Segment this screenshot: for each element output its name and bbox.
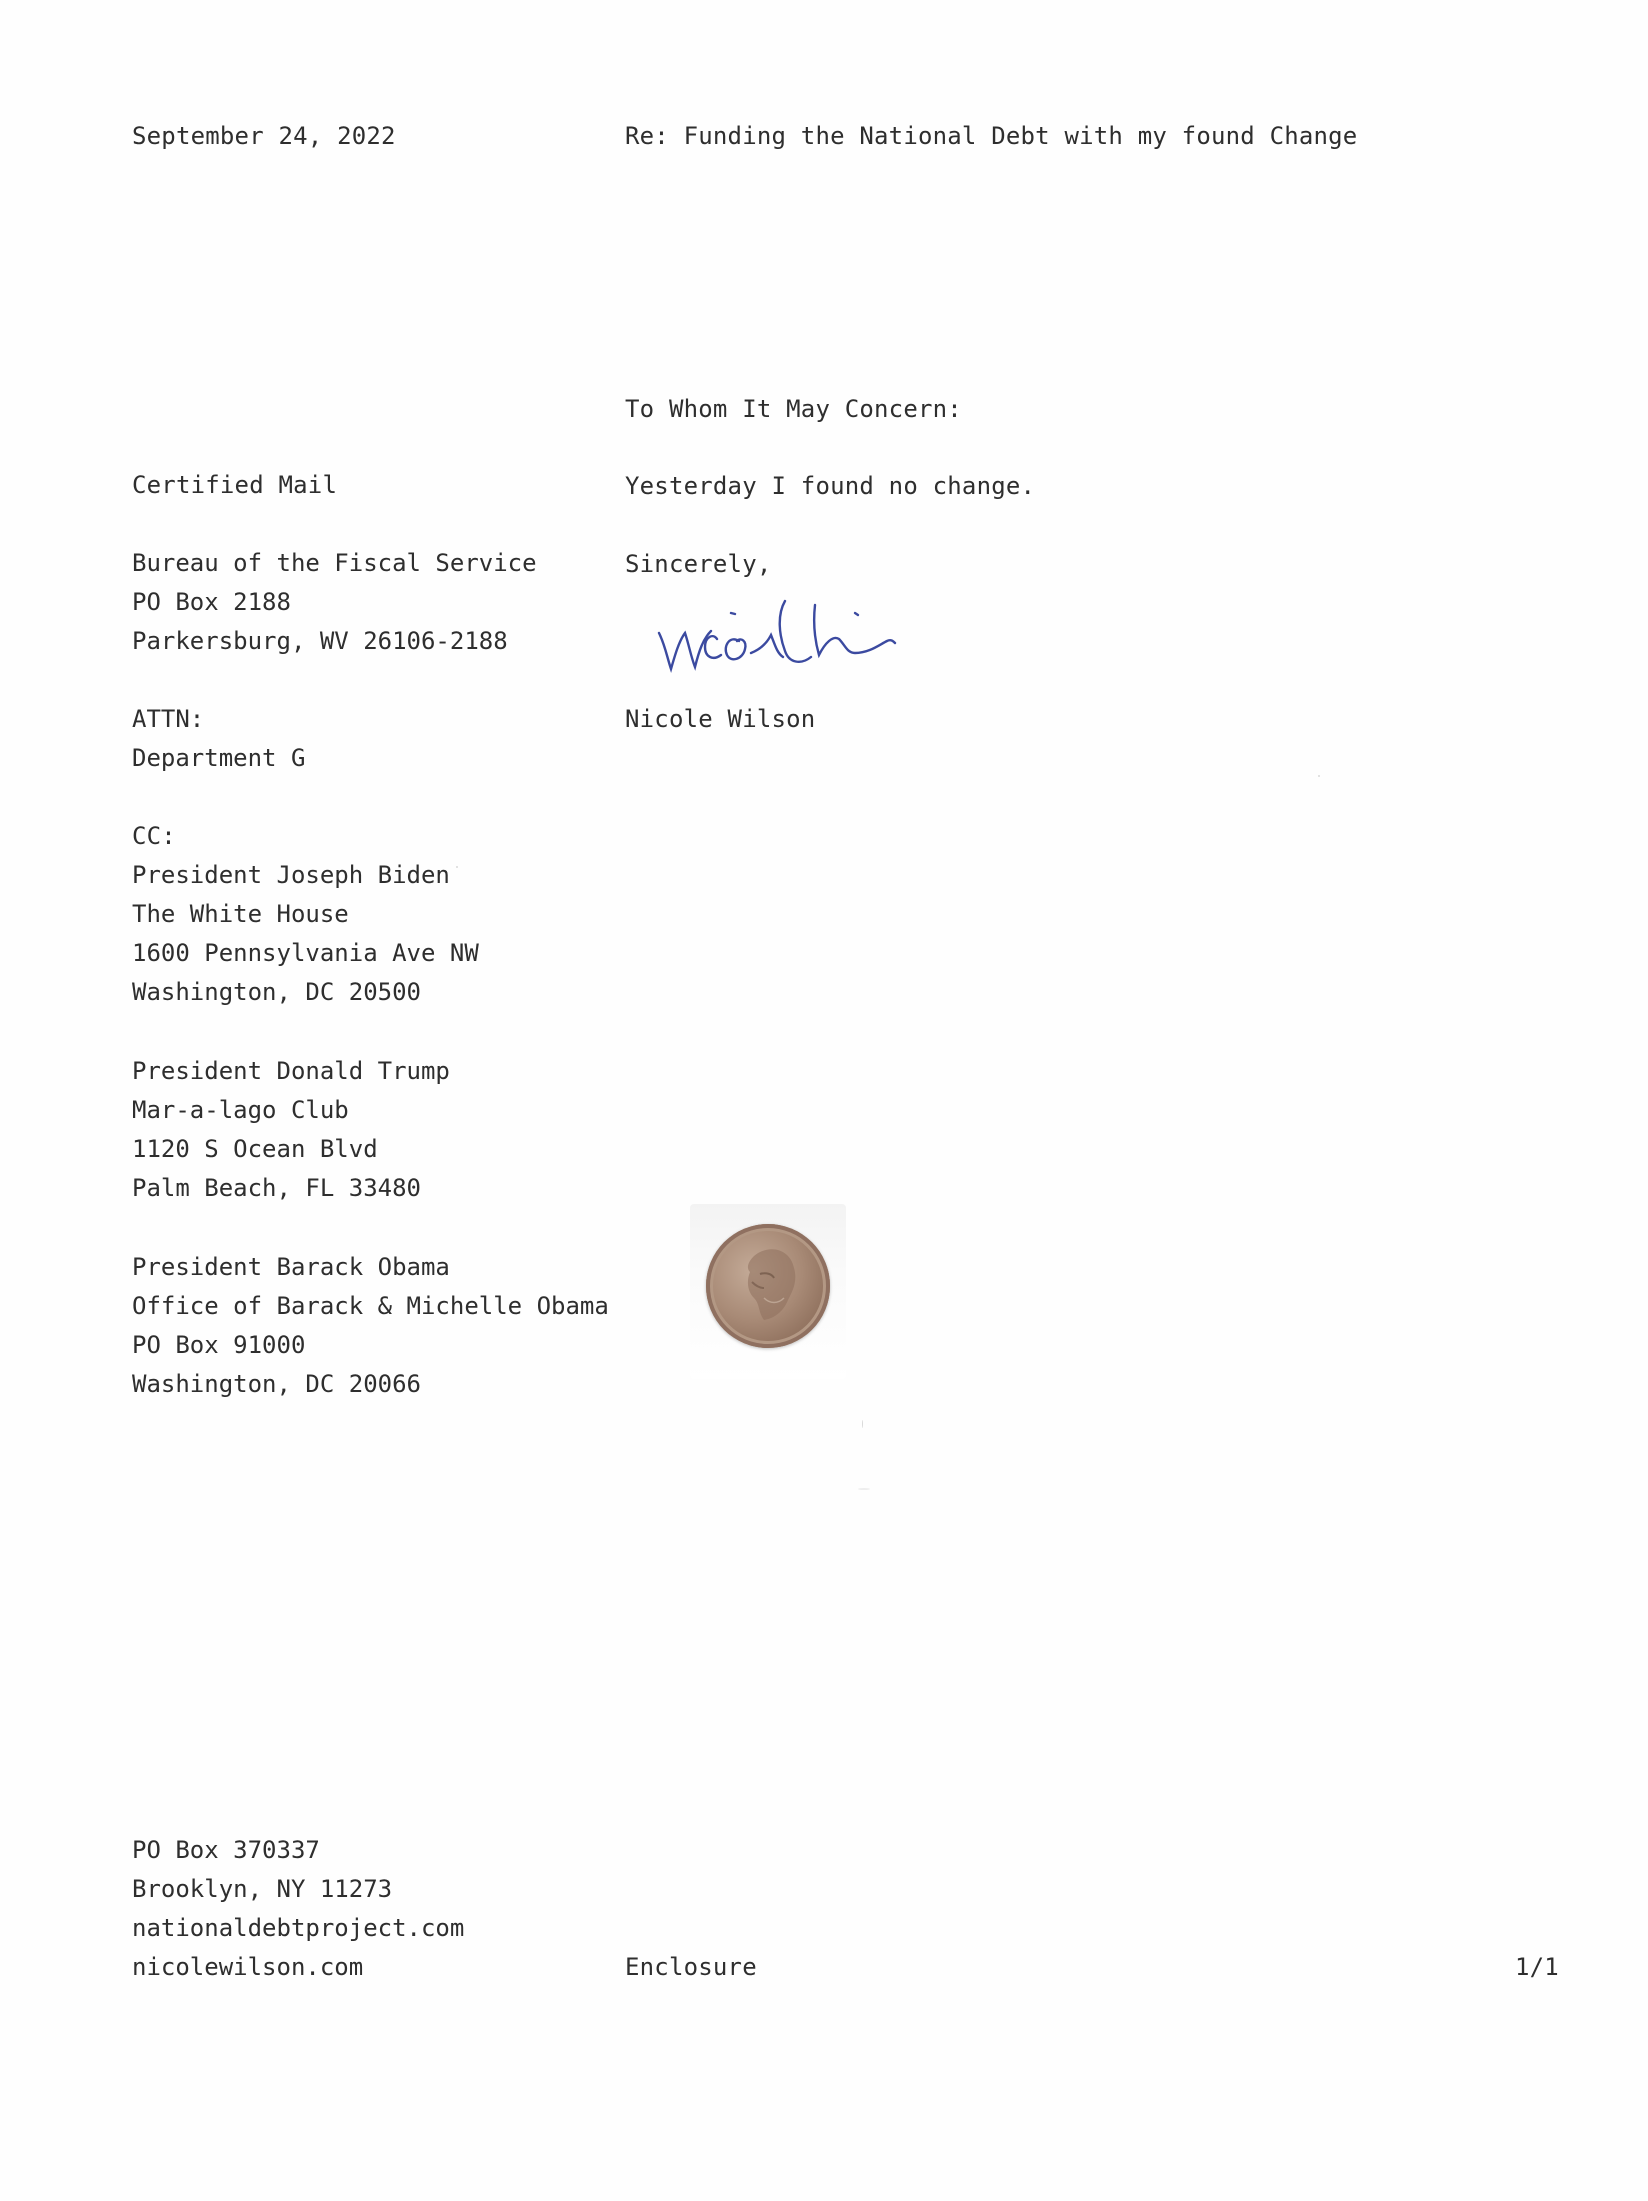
address-line: Washington, DC 20500 [132, 978, 421, 1006]
cc-label: CC: [132, 822, 176, 850]
signature-name: Nicole Wilson [625, 705, 816, 733]
enclosure-note: Enclosure [625, 1953, 757, 1981]
coin-portrait-icon [724, 1238, 814, 1334]
address-line: Palm Beach, FL 33480 [132, 1174, 421, 1202]
address-line: 1600 Pennsylvania Ave NW [132, 939, 479, 967]
address-line: 1120 S Ocean Blvd [132, 1135, 378, 1163]
cc-recipient [132, 1248, 609, 1404]
scan-speck [862, 1420, 863, 1428]
return-address [132, 1831, 464, 1987]
attn-block [132, 700, 305, 778]
address-line: PO Box 370337 [132, 1836, 320, 1864]
attn-department: Department G [132, 744, 306, 772]
address-line: Brooklyn, NY 11273 [132, 1875, 393, 1903]
address-line: Office of Barack & Michelle Obama [132, 1292, 609, 1320]
address-line: Washington, DC 20066 [132, 1370, 421, 1398]
website-link[interactable]: nationaldebtproject.com [132, 1914, 465, 1942]
penny-coin [706, 1224, 830, 1348]
handwritten-signature [655, 595, 955, 685]
closing: Sincerely, [625, 550, 772, 578]
page-number: 1/1 [1515, 1953, 1559, 1981]
mailing-method: Certified Mail [132, 471, 338, 499]
attn-label: ATTN: [132, 705, 205, 733]
recipient-address [132, 544, 537, 661]
address-line: Mar-a-lago Club [132, 1096, 349, 1124]
address-line: PO Box 91000 [132, 1331, 306, 1359]
address-line: PO Box 2188 [132, 588, 291, 616]
scan-speck [858, 1488, 870, 1490]
salutation: To Whom It May Concern: [625, 395, 962, 423]
website-link[interactable]: nicolewilson.com [132, 1953, 364, 1981]
address-line: Bureau of the Fiscal Service [132, 549, 537, 577]
cc-recipient [132, 1052, 450, 1208]
address-line: The White House [132, 900, 349, 928]
letter-body: Yesterday I found no change. [625, 472, 1036, 500]
enclosed-coin-photo [690, 1204, 846, 1379]
address-line: President Joseph Biden [132, 861, 450, 889]
address-line: Parkersburg, WV 26106-2188 [132, 627, 508, 655]
cc-recipient [132, 856, 479, 1012]
address-line: President Barack Obama [132, 1253, 450, 1281]
letter-subject: Re: Funding the National Debt with my found Change [625, 122, 1358, 150]
scan-speck [1318, 775, 1320, 777]
address-line: President Donald Trump [132, 1057, 450, 1085]
letter-date: September 24, 2022 [132, 122, 396, 150]
